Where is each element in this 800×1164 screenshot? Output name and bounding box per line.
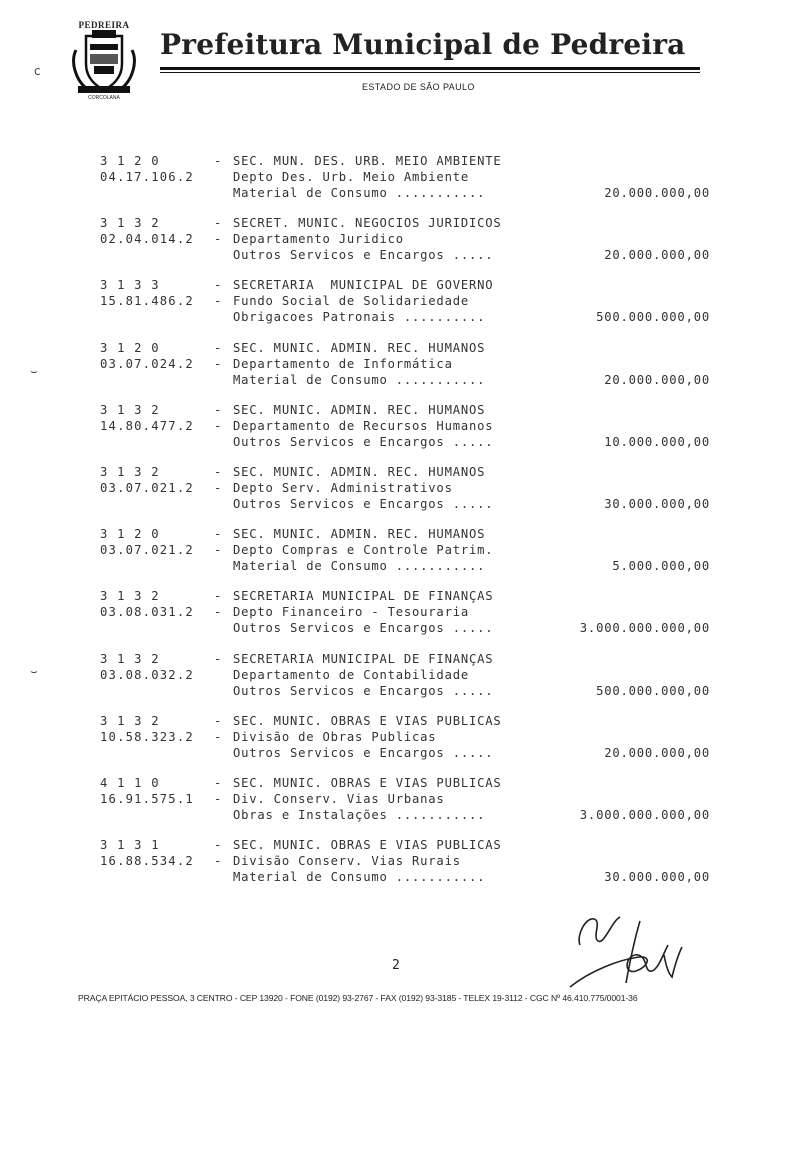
- entry-item: Outros Servicos e Encargos .....: [233, 683, 494, 698]
- entry-amount: 500.000.000,00: [596, 683, 710, 698]
- entry-amount: 30.000.000,00: [604, 496, 710, 511]
- entry-separator: -: [214, 418, 222, 433]
- entry-separator: -: [214, 356, 222, 371]
- entry-department: Departamento de Contabilidade: [233, 667, 469, 682]
- entry-code: 3 1 2 0: [100, 154, 160, 168]
- budget-entry: [100, 277, 720, 339]
- entry-separator: -: [214, 838, 222, 853]
- entry-department: Depto Financeiro - Tesouraria: [233, 605, 469, 620]
- entry-program: 14.80.477.2: [100, 418, 194, 433]
- entry-item: Outros Servicos e Encargos .....: [233, 496, 494, 511]
- entry-secretariat: SEC. MUNIC. ADMIN. REC. HUMANOS: [233, 340, 486, 355]
- entry-item: Material de Consumo ...........: [233, 559, 486, 574]
- entry-item: Obrigacoes Patronais ..........: [233, 310, 486, 325]
- entry-amount: 3.000.000.000,00: [579, 621, 710, 636]
- entry-item: Material de Consumo ...........: [233, 870, 486, 885]
- entry-code: 3 1 3 2: [100, 402, 160, 417]
- entry-separator: -: [214, 294, 222, 309]
- footer-address: PRAÇA EPITÁCIO PESSOA, 3 CENTRO - CEP 13920 - FONE (0192) 93-2767 - FAX (0192) 93-3185 - TELEX 19-3112 - CGC Nº 46.410.775/0001-36: [78, 993, 638, 1003]
- entry-separator: -: [214, 232, 222, 247]
- budget-entry: [100, 340, 720, 402]
- entry-code: 3 1 2 0: [100, 340, 160, 355]
- entry-program: 16.88.534.2: [100, 854, 194, 869]
- entry-separator: -: [214, 340, 222, 355]
- entry-department: Fundo Social de Solidariedade: [233, 294, 469, 309]
- entry-program: 16.91.575.1: [100, 791, 194, 806]
- entry-separator: -: [214, 713, 222, 728]
- entry-separator: -: [214, 605, 222, 620]
- entry-separator: -: [214, 278, 222, 293]
- crest-bottom-text: CORCOLANA: [88, 95, 120, 101]
- entry-secretariat: SEC. MUNIC. ADMIN. REC. HUMANOS: [233, 464, 486, 479]
- entry-department: Depto Serv. Administrativos: [233, 480, 453, 495]
- entry-department: Departamento Juridico: [233, 232, 404, 247]
- entry-program: 10.58.323.2: [100, 729, 194, 744]
- entry-secretariat: SEC. MUNIC. OBRAS E VIAS PUBLICAS: [233, 713, 502, 728]
- entry-amount: 5.000.000,00: [612, 559, 710, 574]
- entry-separator: -: [214, 589, 222, 604]
- entry-code: 3 1 3 2: [100, 713, 160, 728]
- entry-separator: -: [214, 791, 222, 806]
- margin-mark: ⌣: [30, 664, 38, 678]
- entry-amount: 500.000.000,00: [596, 310, 710, 325]
- entry-separator: -: [214, 854, 222, 869]
- entry-separator: -: [214, 651, 222, 666]
- entry-item: Material de Consumo ...........: [233, 372, 486, 387]
- budget-entry: [100, 526, 720, 588]
- entry-department: Depto Compras e Controle Patrim.: [233, 543, 494, 558]
- entry-item: Outros Servicos e Encargos .....: [233, 621, 494, 636]
- entry-department: Departamento de Informática: [233, 356, 453, 371]
- budget-entry: [100, 775, 720, 837]
- entry-secretariat: SECRET. MUNIC. NEGOCIOS JURIDICOS: [233, 216, 502, 231]
- entry-department: Departamento de Recursos Humanos: [233, 418, 494, 433]
- crest-top-text: PEDREIRA: [78, 20, 130, 30]
- entry-separator: -: [214, 729, 222, 744]
- entry-separator: -: [214, 402, 222, 417]
- budget-entry: [100, 215, 720, 277]
- entry-separator: -: [214, 543, 222, 558]
- entry-item: Outros Servicos e Encargos .....: [233, 434, 494, 449]
- municipal-crest: [66, 20, 142, 104]
- handwritten-signature: [562, 905, 692, 995]
- page-number: 2: [392, 958, 400, 973]
- entry-secretariat: SEC. MUNIC. ADMIN. REC. HUMANOS: [233, 527, 486, 542]
- entry-department: Divisão Conserv. Vias Rurais: [233, 854, 461, 869]
- entry-code: 3 1 3 3: [100, 278, 160, 293]
- entry-department: Div. Conserv. Vias Urbanas: [233, 791, 445, 806]
- header-rule-thin: [160, 72, 700, 73]
- budget-entry: [100, 651, 720, 713]
- entry-secretariat: SECRETARIA MUNICIPAL DE FINANÇAS: [233, 589, 494, 604]
- entry-code: 3 1 2 0: [100, 527, 160, 542]
- entry-program: 03.08.031.2: [100, 605, 194, 620]
- page-subtitle: ESTADO DE SÃO PAULO: [362, 82, 475, 92]
- coat-of-arms-icon: [72, 30, 136, 96]
- entry-program: 03.08.032.2: [100, 667, 194, 682]
- entry-code: 3 1 3 2: [100, 464, 160, 479]
- entry-separator: -: [214, 480, 222, 495]
- entry-amount: 20.000.000,00: [604, 248, 710, 263]
- page-title: Prefeitura Municipal de Pedreira: [160, 28, 686, 61]
- entry-secretariat: SECRETARIA MUNICIPAL DE GOVERNO: [233, 278, 494, 293]
- entry-amount: 20.000.000,00: [604, 372, 710, 387]
- entry-secretariat: SEC. MUNIC. ADMIN. REC. HUMANOS: [233, 402, 486, 417]
- entry-department: Depto Des. Urb. Meio Ambiente: [233, 170, 469, 184]
- entry-secretariat: SEC. MUNIC. OBRAS E VIAS PUBLICAS: [233, 775, 502, 790]
- entry-amount: 10.000.000,00: [604, 434, 710, 449]
- header-rule: [160, 67, 700, 70]
- budget-entry: [100, 402, 720, 464]
- entry-secretariat: SEC. MUNIC. OBRAS E VIAS PUBLICAS: [233, 838, 502, 853]
- entry-separator: -: [214, 527, 222, 542]
- entry-item: Obras e Instalações ...........: [233, 807, 486, 822]
- entry-code: 3 1 3 2: [100, 651, 160, 666]
- budget-entry: [100, 464, 720, 526]
- entry-program: 03.07.024.2: [100, 356, 194, 371]
- entry-separator: -: [214, 775, 222, 790]
- entry-program: 04.17.106.2: [100, 170, 194, 184]
- budget-entries: [100, 153, 720, 899]
- entry-secretariat: SEC. MUN. DES. URB. MEIO AMBIENTE: [233, 154, 502, 168]
- entry-separator: -: [214, 464, 222, 479]
- entry-code: 4 1 1 0: [100, 775, 160, 790]
- entry-program: 03.07.021.2: [100, 543, 194, 558]
- entry-amount: 20.000.000,00: [604, 745, 710, 760]
- entry-department: Divisão de Obras Publicas: [233, 729, 437, 744]
- entry-amount: 20.000.000,00: [604, 186, 710, 200]
- entry-code: 3 1 3 2: [100, 589, 160, 604]
- entry-amount: 30.000.000,00: [604, 870, 710, 885]
- budget-entry: [100, 837, 720, 899]
- budget-entry: [100, 713, 720, 775]
- entry-separator: -: [214, 154, 222, 168]
- entry-program: 03.07.021.2: [100, 480, 194, 495]
- budget-entry: [100, 588, 720, 650]
- entry-separator: -: [214, 216, 222, 231]
- entry-code: 3 1 3 1: [100, 838, 160, 853]
- entry-code: 3 1 3 2: [100, 216, 160, 231]
- entry-amount: 3.000.000.000,00: [579, 807, 710, 822]
- entry-program: 15.81.486.2: [100, 294, 194, 309]
- entry-item: Outros Servicos e Encargos .....: [233, 745, 494, 760]
- entry-program: 02.04.014.2: [100, 232, 194, 247]
- entry-item: Material de Consumo ...........: [233, 186, 486, 200]
- budget-entry: [100, 153, 720, 215]
- entry-secretariat: SECRETARIA MUNICIPAL DE FINANÇAS: [233, 651, 494, 666]
- entry-item: Outros Servicos e Encargos .....: [233, 248, 494, 263]
- margin-mark: c: [34, 64, 41, 78]
- margin-mark: ⌣: [30, 364, 38, 378]
